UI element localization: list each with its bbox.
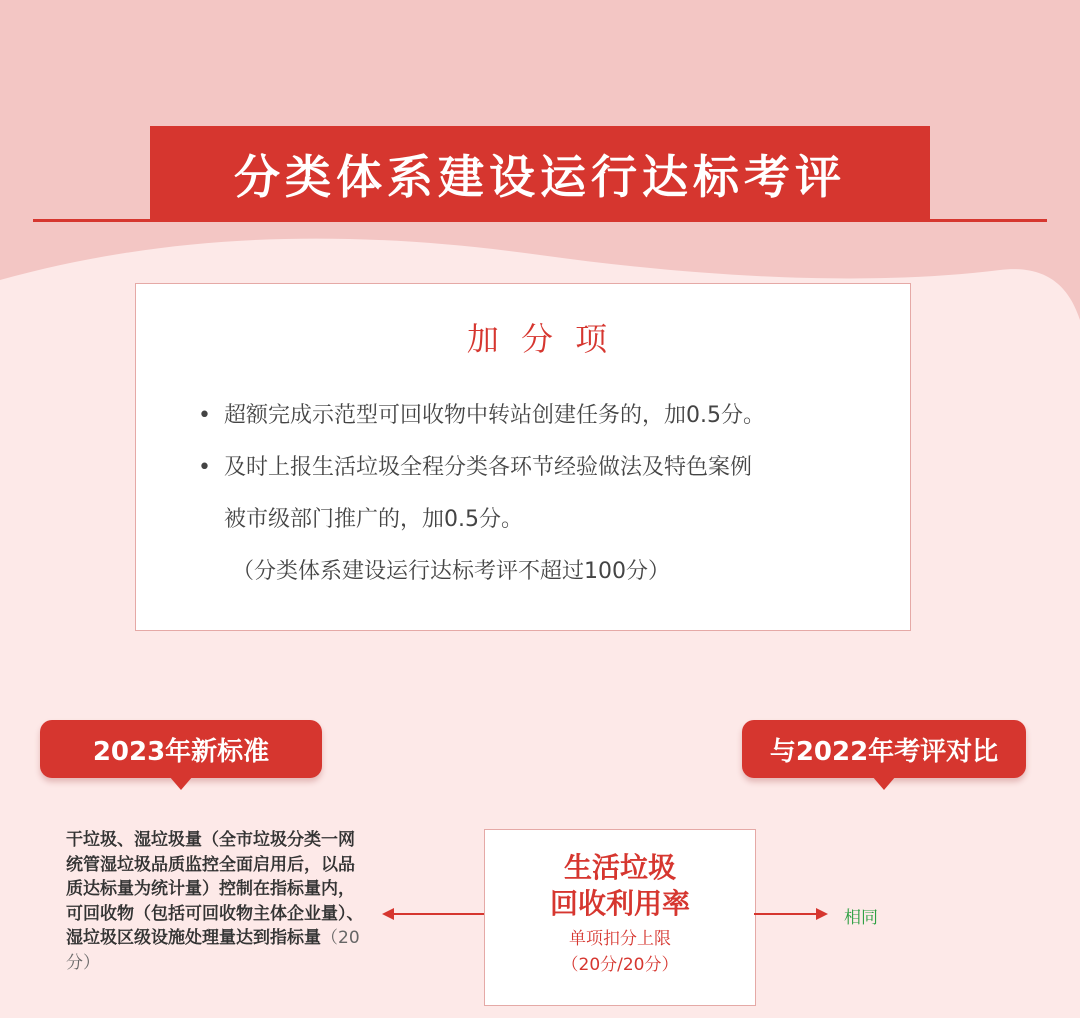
standard-points: （20分） (66, 928, 360, 973)
bonus-note: （分类体系建设运行达标考评不超过100分） (232, 559, 670, 584)
arrow-right-icon (754, 905, 830, 923)
comparison-result: 相同 (844, 908, 878, 928)
comparison-label: 与2022年考评对比 (769, 736, 999, 767)
standard-text: 干垃圾、湿垃圾量（全市垃圾分类一网统管湿垃圾品质监控全面启用后，以品质达标量为统计量）控制在指标量内，可回收物（包括可回收物主体企业量）、湿垃圾区级设施处理量达到指标量 (66, 830, 364, 948)
new-standard-label: 2023年新标准 (92, 736, 270, 767)
tag-pointer-icon (872, 776, 896, 790)
list-item (198, 442, 898, 494)
title-banner (150, 126, 930, 222)
list-item (198, 390, 898, 442)
page-title: 分类体系建设运行达标考评 (234, 150, 846, 204)
new-standard-tag (40, 720, 322, 778)
comparison-tag (742, 720, 1026, 778)
bonus-list (198, 390, 898, 598)
metric-sub-line1: 单项扣分上限 (569, 929, 671, 949)
standard-description (66, 828, 366, 975)
metric-box (484, 829, 756, 1006)
metric-sub-line2: （20分/20分） (561, 955, 679, 975)
arrow-left-icon (380, 905, 486, 923)
bonus-heading: 加 分 项 (466, 320, 614, 358)
bonus-item-2-continuation: 被市级部门推广的，加0.5分。 (224, 507, 523, 532)
bonus-item-1: 超额完成示范型可回收物中转站创建任务的，加0.5分。 (224, 403, 765, 428)
bullet-icon: • (198, 403, 211, 428)
metric-title-line2: 回收利用率 (549, 887, 690, 920)
tag-pointer-icon (169, 776, 193, 790)
bonus-item-2: 及时上报生活垃圾全程分类各环节经验做法及特色案例 (224, 455, 753, 480)
bullet-icon: • (198, 455, 211, 480)
metric-title-line1: 生活垃圾 (563, 851, 676, 884)
